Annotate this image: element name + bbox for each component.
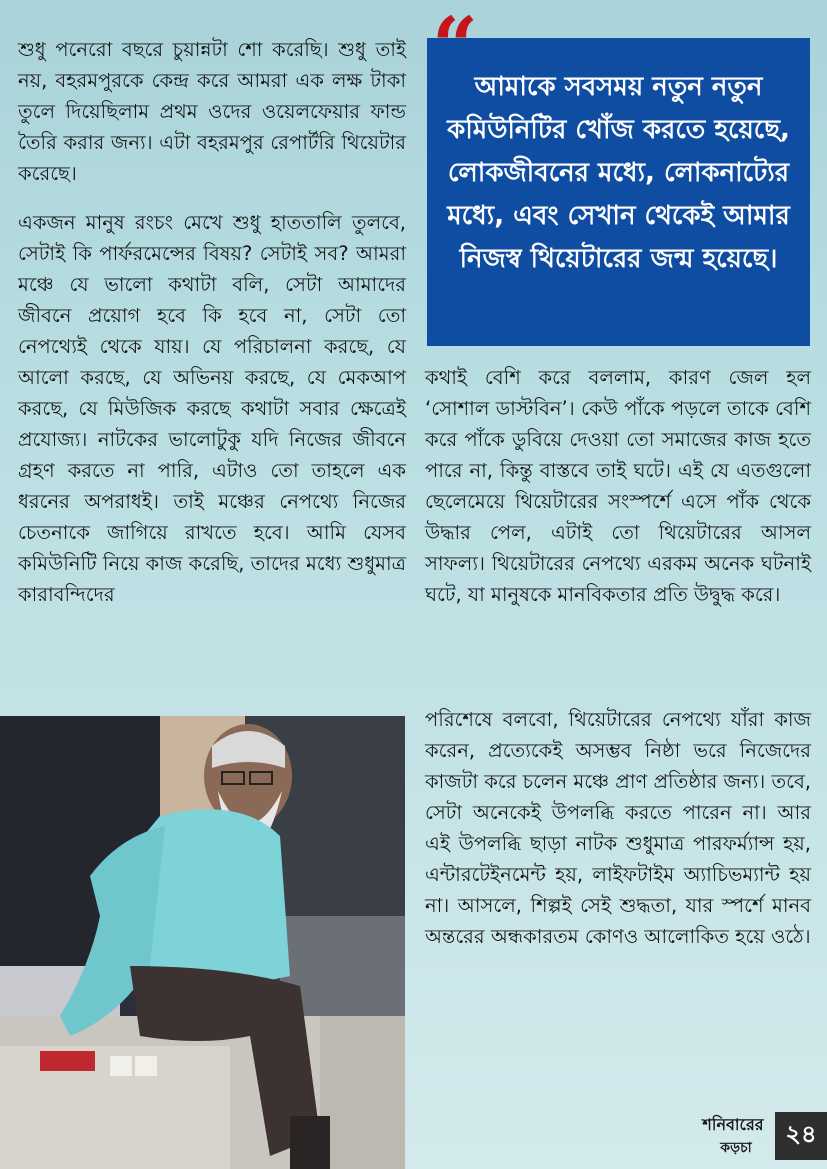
page-number: ২৪	[775, 1112, 827, 1160]
paragraph: একজন মানুষ রংচং মেখে শুধু হাততালি তুলবে, সেটাই কি পার্ফরমেন্সের বিষয়? সেটাই সব? আমরা মঞ্চে যে ভালো কথাটা বলি, সেটা আমাদের জীবনে প্রয়োগ হবে কি হবে না, সেটা তো নেপথ্যেই থেকে যায়। যে পরিচালনা করছে, যে আলো করছে, যে অভিনয় করছে, যে মেকআপ করছে, যে মিউজিক করছে কথাটা সবার ক্ষেত্রেই প্রযোজ্য। নাটকের ভালোটুকু যদি নিজের জীবনে গ্রহণ করতে না পারি, এটাও তো তাহলে এক ধরনের অপরাধই। তাই মঞ্চের নেপথ্যে নিজের চেতনাকে জাগিয়ে রাখতে হবে। আমি যেসব কমিউনিটি নিয়ে কাজ করেছি, তাদের মধ্যে শুধুমাত্র কারাবন্দিদের	[18, 211, 406, 606]
article-column-left	[18, 34, 406, 628]
paragraph: কথাই বেশি করে বললাম, কারণ জেল হল ‘সোশাল ডাস্টবিন’। কেউ পাঁকে পড়লে তাকে বেশি করে পাঁকে ডুবিয়ে দেওয়া তো সমাজের কাজ হতে পারে না, কিন্তু বাস্তবে তাই ঘটে। এই যে এতগুলো ছেলেমেয়ে থিয়েটারের সংস্পর্শে এসে পাঁক থেকে উদ্ধার পেল, এটাই তো থিয়েটারের আসল সাফল্য। থিয়েটারের নেপথ্যে এরকম অনেক ঘটনাই ঘটে, যা মানুষকে মানবিকতার প্রতি উদ্বুদ্ধ করে।	[425, 366, 811, 606]
pull-quote	[427, 38, 810, 346]
paragraph: শুধু পনেরো বছরে চুয়ান্নটা শো করেছি। শুধু তাই নয়, বহরমপুরকে কেন্দ্র করে আমরা এক লক্ষ টাকা তুলে দিয়েছিলাম প্রথম ওদের ওয়েলফেয়ার ফান্ড তৈরি করার জন্য। এটা বহরমপুর রেপার্টরি থিয়েটার করেছে।	[18, 38, 406, 185]
svg-text:কড়চা: কড়চা	[720, 1140, 752, 1156]
pull-quote-text: আমাকে সবসময় নতুন নতুন কমিউনিটির খোঁজ করতে হয়েছে, লোকজীবনের মধ্যে, লোকনাট্যের মধ্যে, এবং সেখান থেকেই আমার নিজস্ব থিয়েটারের জন্ম হয়েছে।	[447, 72, 790, 274]
article-column-right-top	[425, 362, 811, 628]
svg-text:শনিবারের: শনিবারের	[702, 1115, 764, 1134]
paragraph: পরিশেষে বলবো, থিয়েটারের নেপথ্যে যাঁরা কাজ করেন, প্রত্যেকেই অসম্ভব নিষ্ঠা ভরে নিজেদের কাজটা করে চলেন মঞ্চে প্রাণ প্রতিষ্ঠার জন্য। তবে, সেটা অনেকেই উপলব্ধি করতে পারেন না। আর এই উপলব্ধি ছাড়া নাটক শুধুমাত্র পারফর্ম্যান্স হয়, এন্টারটেইনমেন্ট হয়, লাইফটাইম অ্যাচিভম্যান্ট হয় না। আসলে, শিল্পই সেই শুদ্ধতা, যার স্পর্শে মানব অন্তরের অন্ধকারতম কোণও আলোকিত হয়ে ওঠে।	[425, 708, 811, 948]
article-column-right-bottom	[425, 704, 811, 970]
magazine-logo	[692, 1106, 774, 1162]
portrait-photo	[0, 716, 405, 1169]
